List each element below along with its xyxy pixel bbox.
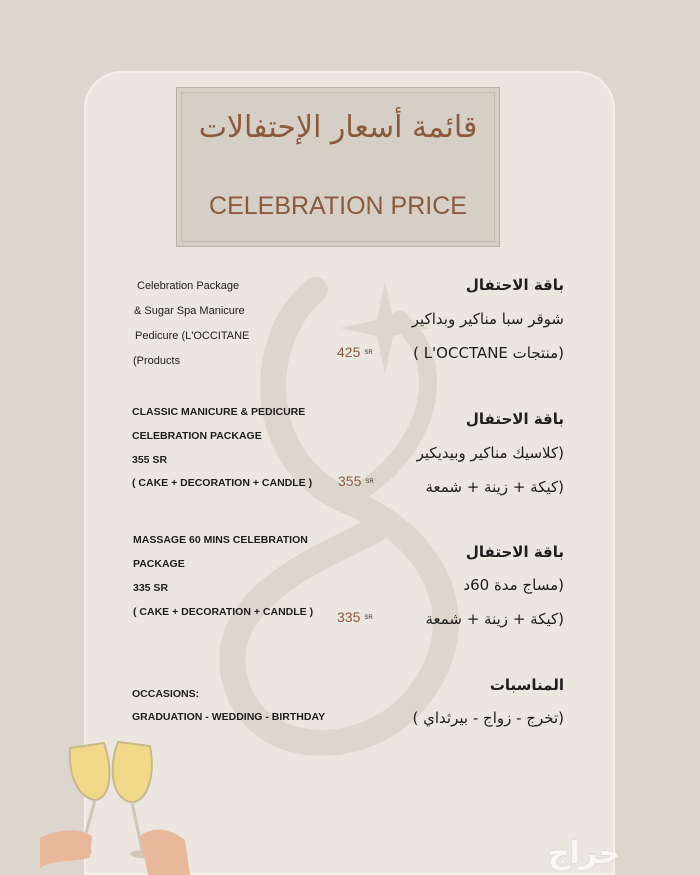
monogram-watermark [195, 200, 495, 840]
package3-en-line3: 335 SR [133, 582, 169, 594]
package1-en-line1: Celebration Package [137, 280, 240, 292]
package1-ar-line3: (منتجات L'OCCTANE ) [413, 344, 564, 362]
package2-en-line1: CLASSIC MANICURE & PEDICURE [132, 406, 306, 418]
package1-en-line3: Pedicure (L'OCCITANE [135, 330, 250, 342]
occasions-en-list: GRADUATION - WEDDING - BIRTHDAY [132, 711, 326, 723]
package3-en-line1: MASSAGE 60 MINS CELEBRATION [133, 534, 308, 546]
title-box [176, 87, 500, 247]
package2-ar-heading: باقة الاحتفال [465, 410, 564, 428]
occasions-ar-heading: المناسبات [489, 676, 564, 694]
package3-en-line4: ( CAKE + DECORATION + CANDLE ) [133, 606, 314, 618]
package3-price: 335 SR [337, 609, 373, 625]
package3-ar-line2: (مساج مدة 60د [463, 576, 564, 594]
champagne-glasses-icon [40, 728, 200, 875]
package2-price: 355 SR [338, 473, 374, 489]
package3-ar-heading: باقة الاحتفال [465, 543, 564, 561]
occasions-ar-list: (تخرج - زواج - بيرثداي ) [412, 709, 564, 727]
package1-ar-line2: شوقر سبا مناكير وبداكير [411, 310, 564, 328]
package1-ar-heading: باقة الاحتفال [465, 276, 564, 294]
haraj-logo: حراج [548, 836, 621, 871]
package1-price: 425 SR [337, 344, 373, 360]
package1-en-line2: & Sugar Spa Manicure [134, 305, 245, 317]
package2-ar-line2: (كلاسيك مناكير وبيديكير [416, 444, 564, 462]
occasions-en-heading: OCCASIONS: [132, 688, 200, 700]
package1-en-line4: (Products [133, 355, 181, 367]
package3-en-line2: PACKAGE [133, 558, 185, 570]
title-english: CELEBRATION PRICE [209, 192, 467, 220]
package2-en-line2: CELEBRATION PACKAGE [132, 430, 262, 442]
package2-en-line3: 355 SR [132, 454, 168, 466]
package2-ar-line3: (كيكة + زينة + شمعة [425, 478, 564, 496]
package2-en-line4: ( CAKE + DECORATION + CANDLE ) [132, 477, 313, 489]
title-arabic: قائمة أسعار الإحتفالات [198, 110, 478, 145]
package3-ar-line3: (كيكة + زينة + شمعة [425, 610, 564, 628]
